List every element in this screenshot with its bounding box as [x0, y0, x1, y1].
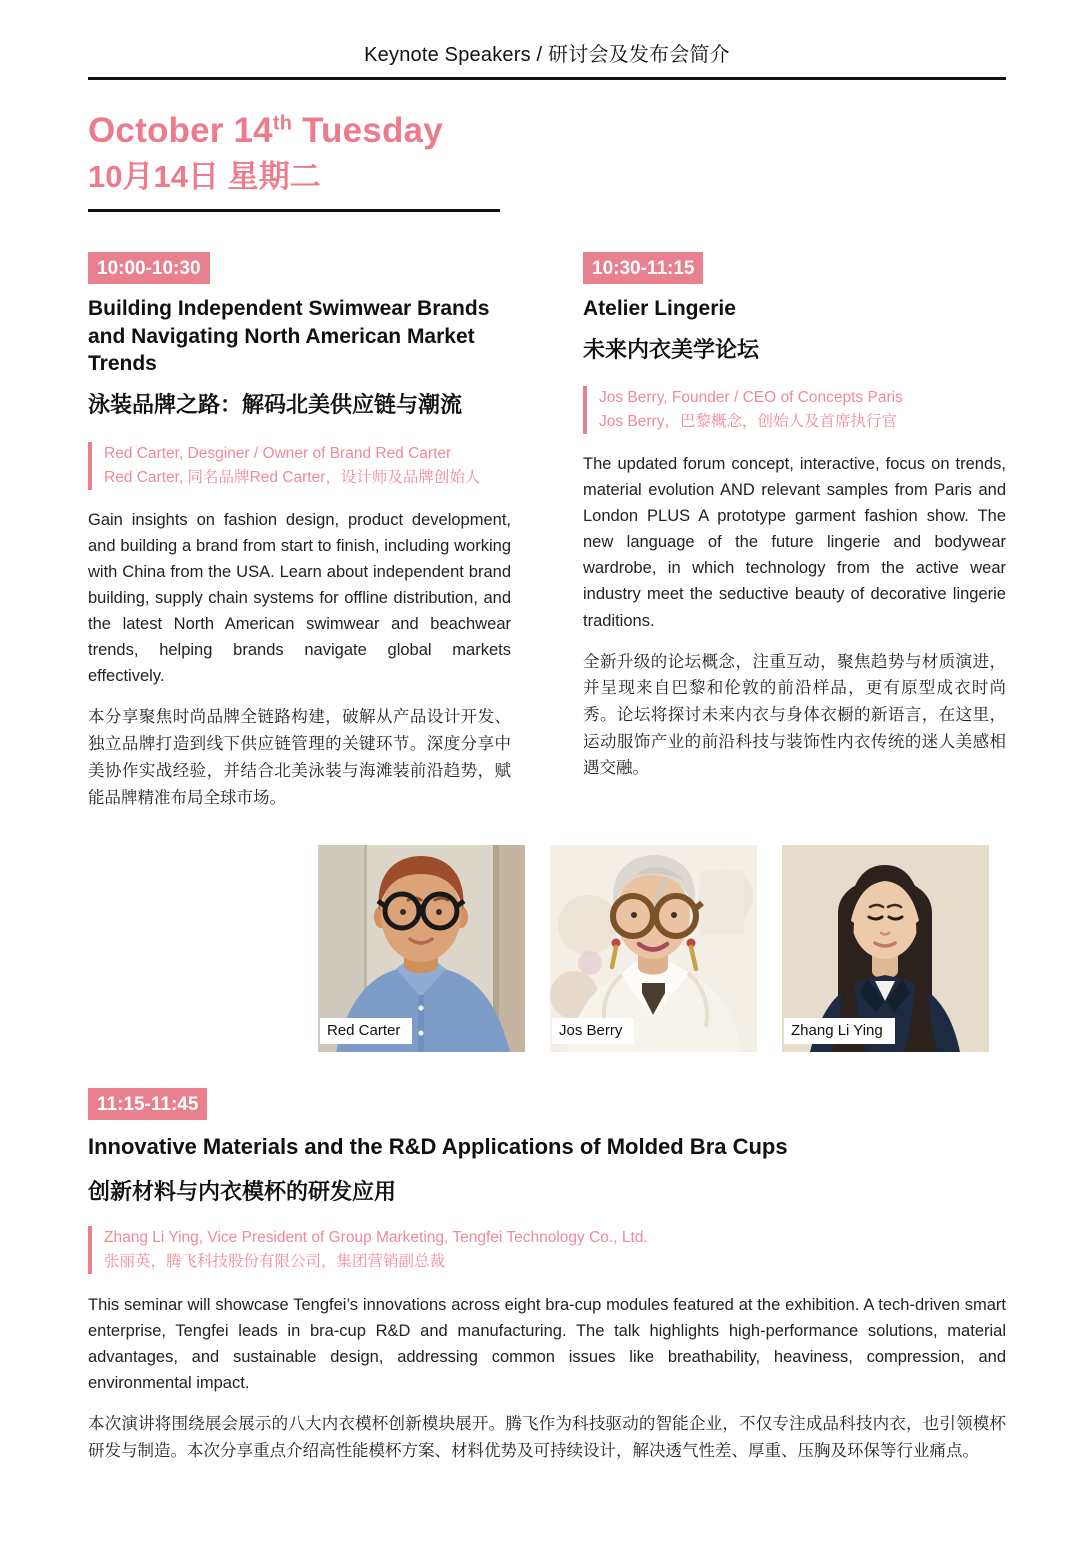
session-3: [88, 1088, 1006, 1465]
date-underline: [88, 209, 500, 212]
date-heading: [88, 112, 1006, 212]
jos-berry-photo: [550, 845, 757, 1052]
speaker-photos-row: [318, 845, 1006, 1052]
session-2-speaker-cn: Jos Berry，巴黎概念，创始人及首席执行官: [599, 413, 897, 431]
session-3-description-en: This seminar will showcase Tengfei’s innovations across eight bra-cup modules featured at the exhibition. A tech-driven smart enterprise, Tengfei leads in bra-cup R&D and manufacturing. The talk highlights high-performance solutions, material advantages, and sustainable design, addressing common issues like breathability, heaviness, compression, and environmental impact.: [88, 1296, 1006, 1393]
session-3-description-cn: 本次演讲将围绕展会展示的八大内衣模杯创新模块展开。腾飞作为科技驱动的智能企业，不仅专注成品科技内衣，也引领模杯研发与制造。本次分享重点介绍高性能模杯方案、材料优势及可持续设计，解决透气性差、厚重、压胸及环保等行业痛点。: [88, 1415, 1006, 1461]
session-2-title-cn: 未来内衣美学论坛: [583, 336, 760, 362]
session-3-speaker-cn: 张丽英，腾飞科技股份有限公司，集团营销副总裁: [104, 1253, 446, 1271]
session-2-description-cn: 全新升级的论坛概念，注重互动，聚焦趋势与材质演进，并呈现来自巴黎和伦敦的前沿样品，更有原型成衣时尚秀。论坛将探讨未来内衣与身体衣橱的新语言，在这里，运动服饰产业的前沿科技与装饰性内衣传统的迷人美感相遇交融。: [583, 652, 1006, 778]
session-3-speaker-block: [88, 1226, 1006, 1274]
session-1-speaker-cn: Red Carter, 同名品牌Red Carter，设计师及品牌创始人: [104, 468, 481, 486]
session-1-title-en: Building Independent Swimwear Brands and Navigating North American Market Trends: [88, 296, 490, 376]
session-3-speaker-en: Zhang Li Ying, Vice President of Group Marketing, Tengfei Technology Co., Ltd.: [104, 1229, 648, 1247]
jos-berry-photo-caption: Jos Berry: [552, 1018, 634, 1044]
page-header-title: Keynote Speakers / 研讨会及发布会简介: [364, 44, 730, 66]
session-2: [583, 252, 1006, 783]
session-1-speaker-block: [88, 442, 511, 490]
date-title-en: [88, 112, 1006, 151]
zhang-li-ying-photo: [782, 845, 989, 1052]
session-1-speaker-en: Red Carter, Desginer / Owner of Brand Red Carter: [104, 444, 452, 462]
page-header: [88, 38, 1006, 80]
red-carter-photo: [318, 845, 525, 1052]
session-1-description-en: Gain insights on fashion design, product development, and building a brand from start to finish, including working with China from the USA. Learn about independent brand building, supply chain systems for offline distribution, and the latest North American swimwear and beachwear trends, helping brands navigate global markets effectively.: [88, 510, 511, 686]
zhang-li-ying-photo-caption: Zhang Li Ying: [784, 1018, 895, 1044]
date-en-prefix: October 14: [88, 111, 273, 150]
date-title-cn: 10月14日 星期二: [88, 158, 321, 194]
sessions-row: [88, 252, 1006, 812]
session-2-title-en: Atelier Lingerie: [583, 296, 736, 320]
session-3-title-en: Innovative Materials and the R&D Applications of Molded Bra Cups: [88, 1134, 788, 1160]
session-2-speaker-en: Jos Berry, Founder / CEO of Concepts Paris: [599, 389, 903, 407]
session-2-time-badge: 10:30-11:15: [583, 252, 703, 284]
session-1-time-badge: 10:00-10:30: [88, 252, 210, 284]
session-1-description-cn: 本分享聚焦时尚品牌全链路构建，破解从产品设计开发、独立品牌打造到线下供应链管理的关键环节。深度分享中美协作实战经验，并结合北美泳装与海滩装前沿趋势，赋能品牌精准布局全球市场。: [88, 708, 511, 807]
date-en-ordinal: th: [272, 112, 293, 135]
header-rule: [88, 77, 1006, 80]
session-3-title-cn: 创新材料与内衣模杯的研发应用: [88, 1178, 397, 1204]
session-2-speaker-block: [583, 386, 1006, 434]
session-1-title-cn: 泳装品牌之路：解码北美供应链与潮流: [88, 392, 463, 418]
session-1: [88, 252, 511, 812]
red-carter-photo-caption: Red Carter: [320, 1018, 412, 1044]
session-2-description-en: The updated forum concept, interactive, focus on trends, material evolution AND relevant samples from Paris and London PLUS A prototype garment fashion show. The new language of the future lingerie and bodywear wardrobe, in which technology from the active wear industry meet the seductive beauty of decorative lingerie traditions.: [583, 455, 1006, 630]
date-en-suffix: Tuesday: [292, 111, 443, 150]
session-3-time-badge: 11:15-11:45: [88, 1088, 207, 1120]
